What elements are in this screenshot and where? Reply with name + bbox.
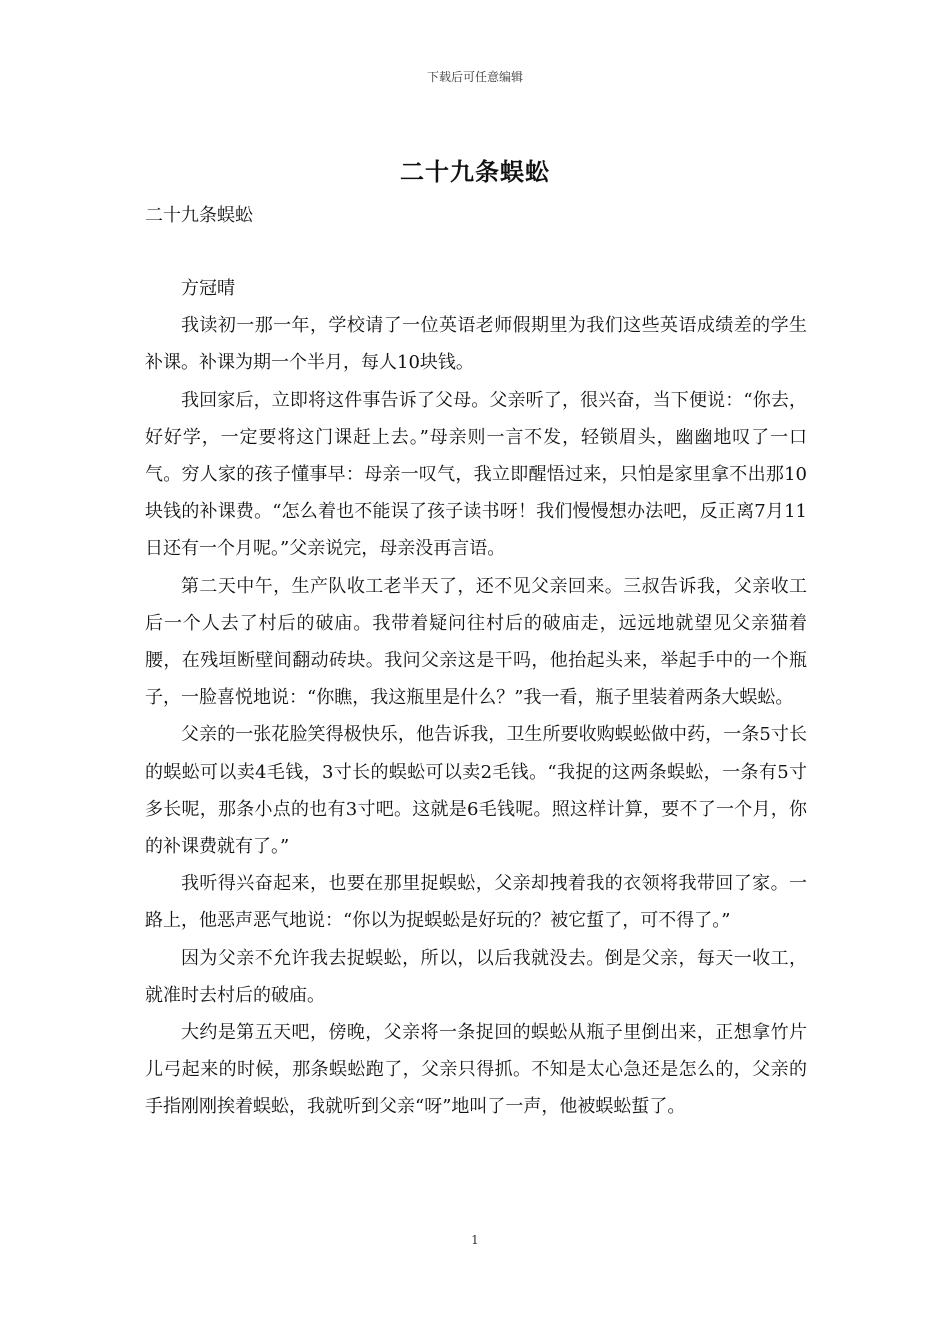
paragraph-3: 第二天中午，生产队收工老半天了，还不见父亲回来。三叔告诉我，父亲收工后一个人去了村后的破庙。我带着疑问往村后的破庙走，远远地就望见父亲猫着腰，在残垣断壁间翻动砖块。我问父亲这是干吗，他抬起头来，举起手中的一个瓶子，一脸喜悦地说：“你瞧，我这瓶里是什么？”我一看，瓶子里装着两条大蜈蚣。 (145, 575, 807, 709)
paragraph-6: 因为父亲不允许我去捉蜈蚣，所以，以后我就没去。倒是父亲，每天一收工，就准时去村后的破庙。 (145, 947, 807, 1006)
page-number: 1 (471, 1233, 479, 1247)
page-header: 下载后可任意编辑 (426, 70, 523, 84)
paragraph-7: 大约是第五天吧，傍晚，父亲将一条捉回的蜈蚣从瓶子里倒出来，正想拿竹片儿弓起来的时候，那条蜈蚣跑了，父亲只得抓。不知是太心急还是怎么的，父亲的手指刚刚挨着蜈蚣，我就听到父亲“呀”地叫了一声，他被蜈蚣蜇了。 (145, 1022, 807, 1118)
document-title: 二十九条蜈蚣 (400, 157, 550, 186)
paragraph-1: 我读初一那一年，学校请了一位英语老师假期里为我们这些英语成绩差的学生补课。补课为期一个半月，每人10块钱。 (145, 315, 807, 374)
paragraph-4: 父亲的一张花脸笑得极快乐，他告诉我，卫生所要收购蜈蚣做中药，一条5寸长的蜈蚣可以卖4毛钱，3寸长的蜈蚣可以卖2毛钱。“我捉的这两条蜈蚣，一条有5寸多长呢，那条小点的也有3寸吧。这就是6毛钱呢。照这样计算，要不了一个月，你的补课费就有了。” (145, 724, 807, 858)
blank-line (145, 234, 807, 270)
document-body (145, 198, 807, 1126)
paragraph-5: 我听得兴奋起来，也要在那里捉蜈蚣，父亲却拽着我的衣领将我带回了家。一路上，他恶声恶气地说：“你以为捉蜈蚣是好玩的？被它蜇了，可不得了。” (145, 873, 807, 932)
author-line: 方冠晴 (181, 278, 235, 299)
document-subtitle: 二十九条蜈蚣 (145, 205, 253, 226)
paragraph-2: 我回家后，立即将这件事告诉了父母。父亲听了，很兴奋，当下便说：“你去，好好学，一定要将这门课赶上去。”母亲则一言不发，轻锁眉头，幽幽地叹了一口气。穷人家的孩子懂事早：母亲一叹气，我立即醒悟过来，只怕是家里拿不出那10块钱的补课费。“怎么着也不能误了孩子读书呀！我们慢慢想办法吧，反正离7月11日还有一个月呢。”父亲说完，母亲没再言语。 (145, 389, 807, 560)
